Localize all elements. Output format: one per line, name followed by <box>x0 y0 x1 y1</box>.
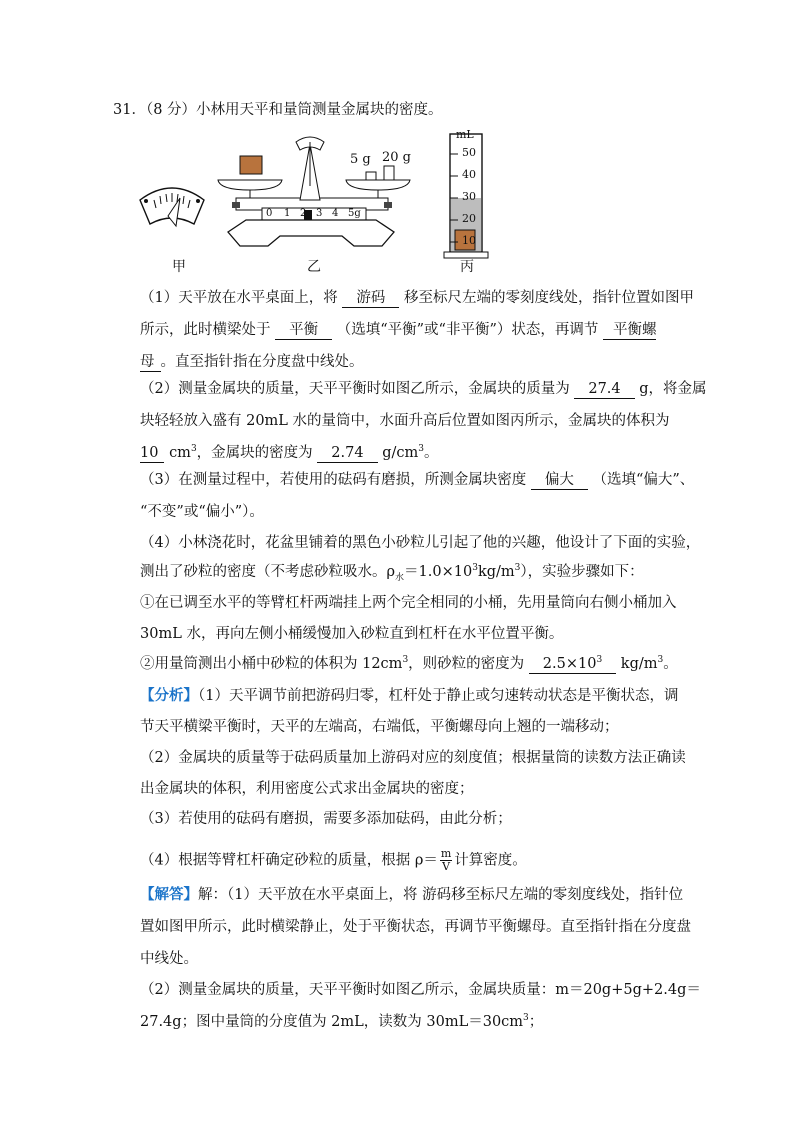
text: （2）测量金属块的质量，天平平衡时如图乙所示，金属块质量：m＝20g+5g+2.4g＝ <box>140 982 701 998</box>
figure-label-bing: 丙 <box>460 259 474 275</box>
answer-blank: 27.4 <box>574 381 634 399</box>
analysis-line4 <box>140 779 700 799</box>
text: “不变”或“偏小”）。 <box>140 504 264 520</box>
scale-tick-3: 3 <box>316 208 323 219</box>
solution-line4 <box>140 980 700 1000</box>
part1-line1 <box>140 288 700 308</box>
text: （3）若使用的砝码有磨损，需要多添加砝码，由此分析； <box>140 811 512 827</box>
part1-line3 <box>140 352 700 372</box>
answer-blank: 母 <box>140 354 161 372</box>
part3-line1 <box>140 470 700 490</box>
text: ，则砂粒的密度为 <box>408 656 525 672</box>
superscript: 3 <box>190 444 197 455</box>
text: 测出了砂粒的密度（不考虑砂粒吸水。ρ <box>140 564 396 580</box>
text: ①在已调至水平的等臂杠杆两端挂上两个完全相同的小桶，先用量筒向右侧小桶加入 <box>140 595 677 611</box>
text: 所示，此时横梁处于 <box>140 322 271 338</box>
text: （4）小林浇花时，花盆里铺着的黑色小砂粒儿引起了他的兴趣，他设计了下面的实验， <box>140 535 701 551</box>
text: 30mL 水，再向左侧小桶缓慢加入砂粒直到杠杆在水平位置平衡。 <box>140 626 564 642</box>
weight-label-20g: 20 g <box>382 150 411 165</box>
text: 。 <box>663 656 678 672</box>
text: （3）在测量过程中，若使用的砝码有磨损，所测金属块密度 <box>140 472 527 488</box>
part4-step1-line1 <box>140 593 700 613</box>
figure-label-jia: 甲 <box>172 259 186 275</box>
text: 计算密度。 <box>454 852 527 869</box>
cylinder-tick-30: 30 <box>462 190 476 203</box>
analysis-line2 <box>140 717 700 737</box>
solution-tag: 【解答】 <box>140 886 198 903</box>
part3-line2 <box>140 502 700 522</box>
answer-blank: 游码 <box>342 290 399 308</box>
question-number: 31． <box>113 102 146 118</box>
cylinder-tick-40: 40 <box>462 168 476 181</box>
text: （4）根据等臂杠杆确定砂粒的质量，根据 ρ＝ <box>140 852 438 869</box>
text: 。直至指针指在分度盘中线处。 <box>160 354 364 370</box>
solution-line3 <box>140 949 700 969</box>
text: （选填“平衡”或“非平衡”）状态，再调节 <box>336 322 599 338</box>
text: （1）天平调节前把游码归零，杠杆处于静止或匀速转动状态是平衡状态，调 <box>198 688 679 704</box>
analysis-line3 <box>140 748 700 768</box>
text: 。 <box>423 445 439 461</box>
text: 2.5×10 <box>542 656 597 672</box>
analysis-line1 <box>140 686 700 706</box>
text: 中线处。 <box>140 951 198 967</box>
text: kg/m <box>477 564 515 580</box>
text: ），实验步骤如下： <box>520 564 644 580</box>
density-fraction <box>440 848 452 873</box>
answer-blank: 平衡螺 <box>603 322 657 340</box>
scale-tick-5g: 5g <box>348 208 361 219</box>
text: g/cm <box>382 445 419 461</box>
text: （1）天平放在水平桌面上，将 <box>140 290 338 306</box>
part4-line1 <box>140 533 700 553</box>
part4-line2 <box>140 562 700 582</box>
text: 27.4g；图中量筒的分度值为 2mL，读数为 30mL＝30cm <box>140 1014 524 1030</box>
part4-step2 <box>140 654 700 674</box>
analysis-tag: 【分析】 <box>140 687 198 704</box>
scale-tick-4: 4 <box>332 208 339 219</box>
text: （2）测量金属块的质量，天平平衡时如图乙所示，金属块的质量为 <box>140 381 570 397</box>
analysis-line5 <box>140 809 700 829</box>
question-score: （8 分） <box>145 102 197 118</box>
superscript: 3 <box>472 563 478 574</box>
text: ＝1.0×10 <box>404 564 473 580</box>
text: ； <box>528 1014 544 1030</box>
dial-figure <box>140 188 204 226</box>
scale-tick-0: 0 <box>266 208 273 219</box>
solution-line5 <box>140 1012 700 1032</box>
cylinder-tick-20: 20 <box>462 212 476 225</box>
answer-blank: 偏大 <box>531 472 588 490</box>
part2-line2 <box>140 411 700 431</box>
text: ②用量筒测出小桶中砂粒的体积为 12cm <box>140 656 403 672</box>
superscript: 3 <box>657 655 664 666</box>
superscript: 3 <box>418 444 424 455</box>
cylinder-unit: mL <box>456 128 474 141</box>
text: 移至标尺左端的零刻度线处，指针位置如图甲 <box>403 290 694 306</box>
part4-step1-line2 <box>140 624 700 644</box>
solution-line2 <box>140 917 700 937</box>
text: cm <box>169 445 191 461</box>
text: （选填“偏大”、 <box>592 472 695 488</box>
text: g，将金属 <box>639 381 707 397</box>
answer-blank <box>529 656 616 674</box>
superscript: 3 <box>523 1013 529 1024</box>
text: kg/m <box>620 656 658 672</box>
scale-tick-1: 1 <box>284 208 291 219</box>
answer-blank: 2.74 <box>317 445 377 463</box>
cylinder-tick-50: 50 <box>462 146 476 159</box>
scale-tick-2: 2 <box>300 208 307 219</box>
answer-blank: 平衡 <box>275 322 332 340</box>
fraction-numerator: m <box>440 847 452 860</box>
superscript: 3 <box>596 655 603 666</box>
subscript: 水 <box>395 572 405 583</box>
text: 解：（1）天平放在水平桌面上，将 游码移至标尺左端的零刻度线处，指针位 <box>198 887 684 903</box>
text: ，金属块的密度为 <box>196 445 313 461</box>
text: 块轻轻放入盛有 20mL 水的量筒中，水面升高后位置如图丙所示，金属块的体积为 <box>140 413 670 429</box>
text: 节天平横梁平衡时，天平的左端高，右端低，平衡螺母向上翘的一端移动； <box>140 719 619 735</box>
answer-blank: 10 <box>140 445 164 463</box>
text: （2）金属块的质量等于砝码质量加上游码对应的刻度值；根据量筒的读数方法正确读 <box>140 750 686 766</box>
solution-line1 <box>140 885 700 905</box>
figure-label-yi: 乙 <box>307 259 321 275</box>
part1-line2 <box>140 320 700 340</box>
weight-label-5g: 5 g <box>350 152 371 167</box>
fraction-denominator: V <box>442 860 451 873</box>
superscript: 3 <box>514 563 521 574</box>
question-header <box>113 100 673 120</box>
figure-balance-cylinder <box>132 128 492 278</box>
text: 置如图甲所示，此时横梁静止，处于平衡状态，再调节平衡螺母。直至指针指在分度盘 <box>140 919 691 935</box>
superscript: 3 <box>402 655 409 666</box>
question-prompt: 小林用天平和量筒测量金属块的密度。 <box>196 102 443 118</box>
part2-line3 <box>140 443 700 463</box>
analysis-line6 <box>140 848 700 873</box>
part2-line1 <box>140 379 707 399</box>
cylinder-tick-10: 10 <box>462 234 476 247</box>
text: 出金属块的体积，利用密度公式求出金属块的密度； <box>140 781 474 797</box>
